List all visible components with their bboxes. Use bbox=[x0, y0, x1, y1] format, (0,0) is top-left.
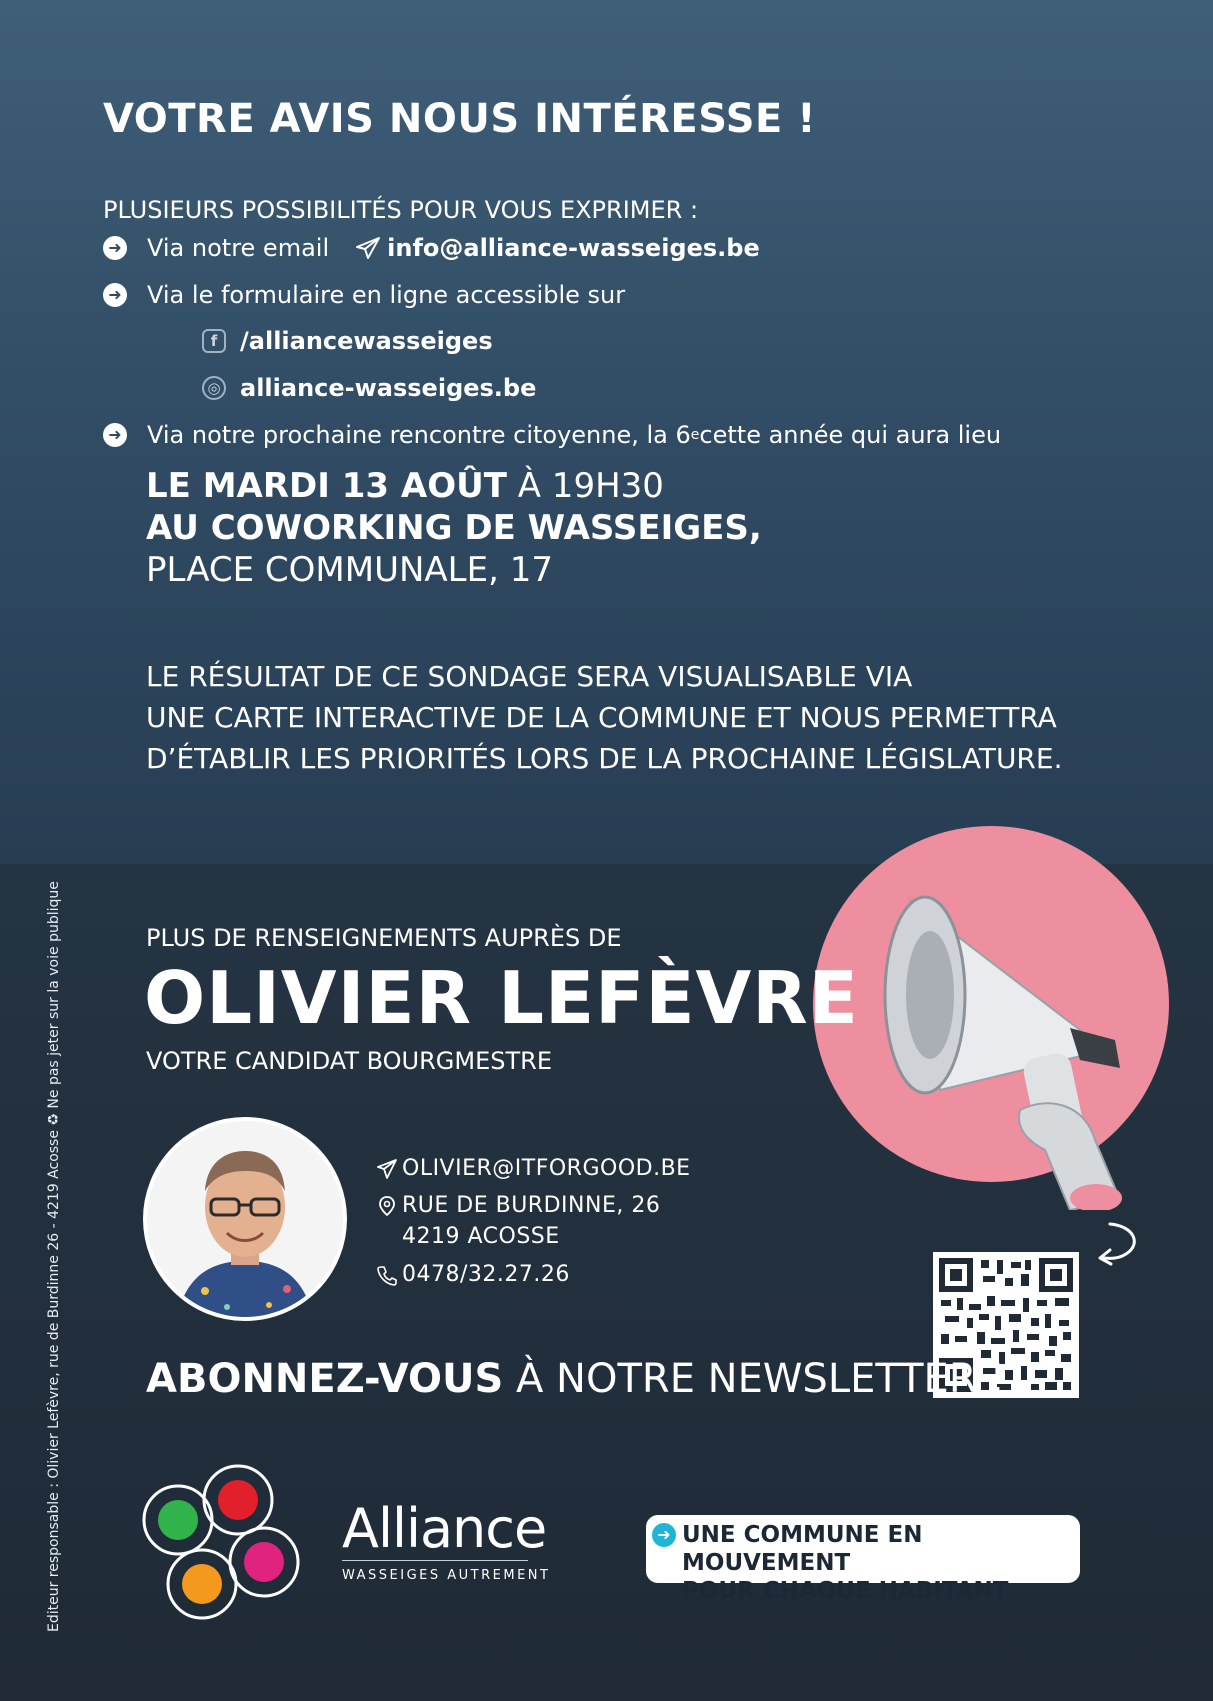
candidate-photo bbox=[147, 1121, 343, 1317]
option-meeting-sup: e bbox=[690, 427, 700, 443]
candidate-address-line-1 bbox=[376, 1193, 660, 1218]
event-datetime bbox=[146, 466, 664, 506]
website-value: alliance-wasseiges.be bbox=[240, 374, 537, 402]
newsletter-heading bbox=[146, 1356, 1005, 1402]
publisher-note: Editeur responsable : Olivier Lefèvre, rue de Burdinne 26 - 4219 Acosse ♻ Ne pas jeter sur la voie publique bbox=[46, 881, 62, 1632]
phone-icon bbox=[376, 1264, 398, 1286]
email-link[interactable] bbox=[355, 234, 760, 262]
event-time: À 19H30 bbox=[506, 466, 664, 506]
candidate-name: OLIVIER LEFÈVRE bbox=[144, 956, 859, 1040]
curved-arrow-icon bbox=[1090, 1218, 1146, 1266]
newsletter-bold: ABONNEZ-VOUS bbox=[146, 1356, 504, 1402]
event-date: LE MARDI 13 AOÛT bbox=[146, 466, 507, 506]
brand-name: Alliance bbox=[342, 1497, 547, 1560]
event-venue bbox=[146, 508, 762, 548]
candidate-address-value-2: 4219 ACOSSE bbox=[402, 1224, 560, 1249]
result-line-1: LE RÉSULTAT DE CE SONDAGE SERA VISUALISABLE VIA bbox=[146, 660, 913, 693]
option-meeting bbox=[103, 421, 1001, 449]
brand-tagline: WASSEIGES AUTREMENT bbox=[342, 1568, 551, 1583]
candidate-role: VOTRE CANDIDAT BOURGMESTRE bbox=[146, 1047, 552, 1075]
candidate-phone-value: 0478/32.27.26 bbox=[402, 1262, 570, 1287]
more-info-label: PLUS DE RENSEIGNEMENTS AUPRÈS DE bbox=[146, 924, 622, 952]
option-email bbox=[103, 234, 760, 262]
facebook-value: /alliancewasseiges bbox=[240, 327, 493, 355]
facebook-link[interactable] bbox=[202, 327, 493, 355]
slogan-badge bbox=[646, 1515, 1080, 1604]
map-pin-icon bbox=[376, 1195, 398, 1217]
option-form-label: Via le formulaire en ligne accessible sur bbox=[147, 281, 626, 309]
option-meeting-label-before: Via notre prochaine rencontre citoyenne, la 6 bbox=[147, 421, 691, 449]
option-email-label: Via notre email bbox=[147, 234, 330, 262]
paper-plane-icon bbox=[355, 236, 381, 260]
page-title: VOTRE AVIS NOUS INTÉRESSE ! bbox=[103, 96, 817, 142]
globe-icon: ◎ bbox=[202, 376, 226, 400]
result-paragraph bbox=[146, 656, 1062, 779]
slogan-line-1: UNE COMMUNE EN MOUVEMENT bbox=[682, 1522, 923, 1576]
candidate-address-value-1: RUE DE BURDINNE, 26 bbox=[402, 1193, 661, 1218]
event-address-text: PLACE COMMUNALE, 17 bbox=[146, 550, 553, 590]
candidate-email-value: OLIVIER@ITFORGOOD.BE bbox=[402, 1156, 691, 1181]
candidate-address-line-2 bbox=[402, 1224, 560, 1249]
arrow-right-circle-icon: ➜ bbox=[652, 1523, 676, 1547]
result-line-2: UNE CARTE INTERACTIVE DE LA COMMUNE ET NOUS PERMETTRA bbox=[146, 701, 1057, 734]
arrow-right-circle-icon: ➜ bbox=[103, 236, 127, 260]
newsletter-rest: À NOTRE NEWSLETTER ! bbox=[503, 1356, 1006, 1402]
event-venue-text: AU COWORKING DE WASSEIGES, bbox=[146, 508, 762, 548]
intro-text: PLUSIEURS POSSIBILITÉS POUR VOUS EXPRIMER : bbox=[103, 196, 699, 224]
arrow-right-circle-icon: ➜ bbox=[103, 423, 127, 447]
facebook-icon: f bbox=[202, 329, 226, 353]
megaphone-icon bbox=[870, 880, 1190, 1210]
result-line-3: D’ÉTABLIR LES PRIORITÉS LORS DE LA PROCHAINE LÉGISLATURE. bbox=[146, 742, 1063, 775]
option-meeting-label-after: cette année qui aura lieu bbox=[699, 421, 1002, 449]
candidate-email[interactable] bbox=[376, 1156, 691, 1181]
arrow-right-circle-icon: ➜ bbox=[103, 283, 127, 307]
email-value: info@alliance-wasseiges.be bbox=[387, 234, 760, 262]
website-link[interactable] bbox=[202, 374, 536, 402]
candidate-phone[interactable] bbox=[376, 1262, 570, 1287]
paper-plane-icon bbox=[376, 1158, 398, 1180]
slogan-line-2: POUR CHAQUE HABITANT bbox=[682, 1578, 1009, 1604]
option-form bbox=[103, 281, 625, 309]
event-address bbox=[146, 550, 553, 590]
brand-divider bbox=[342, 1560, 528, 1561]
avatar bbox=[143, 1117, 347, 1321]
alliance-logo-icon bbox=[136, 1458, 306, 1628]
